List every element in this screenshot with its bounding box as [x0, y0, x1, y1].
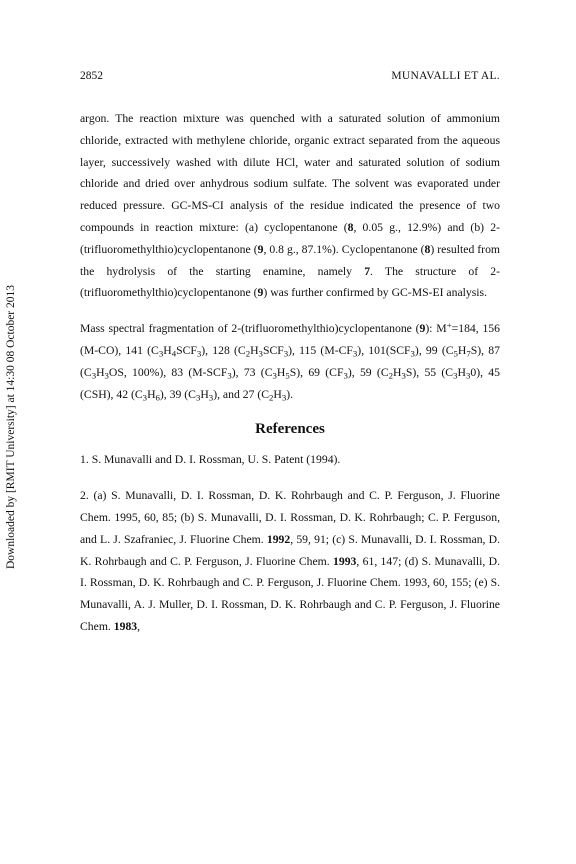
page-header: [80, 70, 500, 88]
running-head: MUNAVALLI ET AL.: [391, 70, 500, 82]
reference-item: 2. (a) S. Munavalli, D. I. Rossman, D. K. Rohrbaugh and C. P. Ferguson, J. Fluorine Chem. 1995, 60, 85; (b) S. Munavalli, D. I. Rossman, D. K. Rohrbaugh; C. P. Ferguson, and L. J. Szafraniec, J. Fluorine Chem. 1992, 59, 91; (c) S. Munavalli, D. I. Rossman, D. K. Rohrbaugh and C. P. Ferguson, J. Fluorine Chem. 1993, 61, 147; (d) S. Munavalli, D. I. Rossman, D. K. Rohrbaugh and C. P. Ferguson, J. Fluorine Chem. 1993, 60, 155; (e) S. Munavalli, A. J. Muller, D. I. Rossman, D. K. Rohrbaugh and C. P. Ferguson, J. Fluorine Chem. 1983,: [80, 489, 501, 633]
experimental-paragraph: argon. The reaction mixture was quenched with a saturated solution of ammonium chloride, extracted with methylene chloride, organic extract separated from the aqueous layer, successively washed with dilute HCl, water and saturated solution of sodium chloride and dried over anhydrous sodium sulfate. The solvent was evaporated under reduced pressure. GC-MS-CI analysis of the residue indicated the presence of two compounds in reaction mixture: (a) cyclopentanone (8, 0.05 g., 12.9%) and (b) 2-(trifluoromethylthio)cyclopentanone (9, 0.8 g., 87.1%). Cyclopentanone (8) resulted from the hydrolysis of the starting enamine, namely 7. The structure of 2-(trifluoromethylthio)cyclopentanone (9) was further confirmed by GC-MS-EI analysis.: [80, 112, 501, 300]
page-number: 2852: [80, 70, 103, 82]
download-watermark: Downloaded by [RMIT University] at 14:30 08 October 2013: [5, 284, 17, 570]
references-heading: References: [255, 421, 325, 438]
page-body: [80, 108, 500, 638]
mass-spectral-paragraph: Mass spectral fragmentation of 2-(trifluoromethylthio)cyclopentanone (9): M+=184, 156 (M-CO), 141 $(C_3H_4SCF_3)$, 128 $(C_2H_3SCF_3)$, 115 $(M-CF_3)$, $101(SCF_3)$, 99 $(C_5H_7S)$, 87 ($C_3H_3OS$, 100%), 83 $(M-SCF_3)$, 73 $(C_3H_5S)$, 69 $(CF_3)$, 59 $(C_2H_3S)$, 55 $(C_3H_30)$, 45 (CSH), 42 $(C_3H_6)$, 39 $(C_3H_3)$, and 27 $(C_2H_3)$.: [80, 320, 500, 403]
reference-item: 1. S. Munavalli and D. I. Rossman, U. S. Patent (1994).: [80, 453, 341, 467]
